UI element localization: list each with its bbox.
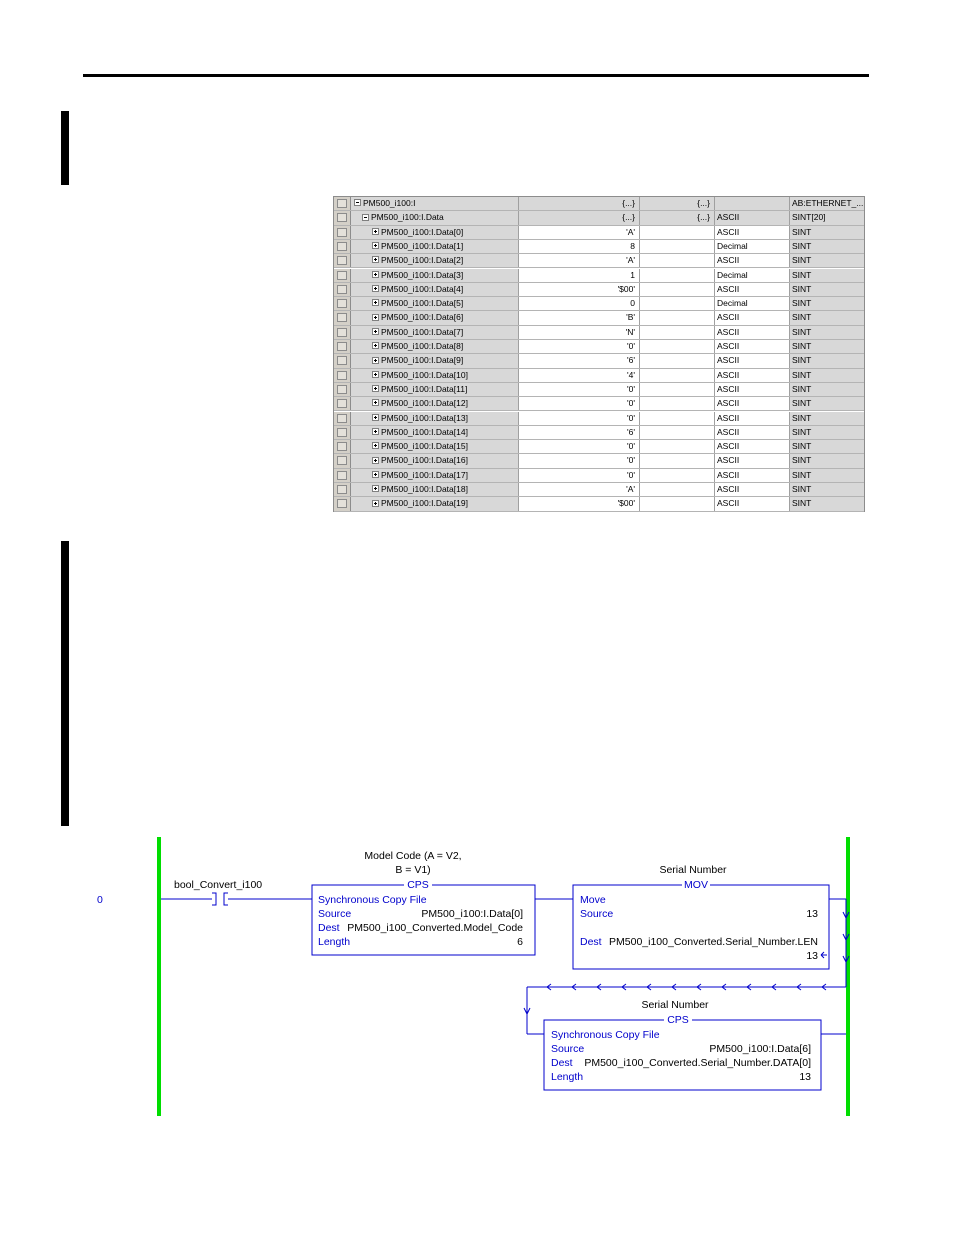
tag-style: ASCII bbox=[715, 397, 790, 410]
tag-data-type: SINT bbox=[790, 297, 864, 310]
cps2-length-value[interactable]: 13 bbox=[799, 1071, 811, 1083]
tag-name-text: PM500_i100:I.Data[14] bbox=[381, 426, 468, 437]
tag-name-text: PM500_i100:I.Data[7] bbox=[381, 326, 464, 337]
tag-data-type: SINT bbox=[790, 354, 864, 367]
tag-style: ASCII bbox=[715, 469, 790, 482]
tag-value[interactable]: '0' bbox=[519, 383, 640, 396]
tag-style: ASCII bbox=[715, 412, 790, 425]
tag-name-text: PM500_i100:I.Data[15] bbox=[381, 441, 468, 452]
tag-value[interactable]: 'A' bbox=[519, 226, 640, 239]
tag-value[interactable]: '0' bbox=[519, 454, 640, 467]
cps2-source-value[interactable]: PM500_i100:I.Data[6] bbox=[709, 1043, 811, 1055]
tag-style: ASCII bbox=[715, 211, 790, 224]
tag-value[interactable]: '0' bbox=[519, 340, 640, 353]
xic-contact[interactable] bbox=[174, 879, 262, 905]
cps2-source-label: Source bbox=[551, 1043, 585, 1055]
tag-data-type: SINT bbox=[790, 311, 864, 324]
mov-dest-value[interactable]: PM500_i100_Converted.Serial_Number.LEN bbox=[609, 936, 818, 948]
tag-value[interactable]: '0' bbox=[519, 440, 640, 453]
tag-name-text: PM500_i100:I.Data[3] bbox=[381, 269, 464, 280]
tag-data-type: SINT bbox=[790, 469, 864, 482]
tag-data-type: SINT bbox=[790, 269, 864, 282]
tag-style: ASCII bbox=[715, 497, 790, 510]
cps1-dest-value[interactable]: PM500_i100_Converted.Model_Code bbox=[347, 922, 523, 934]
cps2-title: Synchronous Copy File bbox=[551, 1029, 660, 1041]
tag-name-text: PM500_i100:I.Data[17] bbox=[381, 469, 468, 480]
tag-style: ASCII bbox=[715, 383, 790, 396]
tag-data-type: AB:ETHERNET_... bbox=[790, 197, 864, 210]
left-power-rail bbox=[157, 837, 161, 1116]
tag-value[interactable]: 'N' bbox=[519, 326, 640, 339]
tag-data-type: SINT bbox=[790, 426, 864, 439]
tag-value[interactable]: '6' bbox=[519, 426, 640, 439]
cps2-comment: Serial Number bbox=[641, 999, 709, 1011]
tag-data-type: SINT bbox=[790, 254, 864, 267]
tag-value[interactable]: '0' bbox=[519, 397, 640, 410]
cps1-source-value[interactable]: PM500_i100:I.Data[0] bbox=[421, 908, 523, 920]
tag-style: ASCII bbox=[715, 226, 790, 239]
tag-force: {...} bbox=[640, 197, 715, 210]
cps2-length-label: Length bbox=[551, 1071, 584, 1083]
tag-name-text: PM500_i100:I.Data[13] bbox=[381, 412, 468, 423]
tag-style: ASCII bbox=[715, 254, 790, 267]
tag-style: ASCII bbox=[715, 483, 790, 496]
tag-style: ASCII bbox=[715, 454, 790, 467]
tag-name-text: PM500_i100:I.Data[5] bbox=[381, 298, 464, 309]
tag-value[interactable]: 0 bbox=[519, 297, 640, 310]
tag-style: ASCII bbox=[715, 426, 790, 439]
tag-data-type: SINT bbox=[790, 497, 864, 510]
tag-style: ASCII bbox=[715, 326, 790, 339]
cps1-dest-label: Dest bbox=[318, 922, 340, 934]
tag-style: ASCII bbox=[715, 369, 790, 382]
tag-data-type: SINT bbox=[790, 483, 864, 496]
tag-data-type: SINT bbox=[790, 340, 864, 353]
mov-dest-label: Dest bbox=[580, 936, 602, 948]
tag-name-text: PM500_i100:I.Data[0] bbox=[381, 226, 464, 237]
tag-data-type: SINT bbox=[790, 383, 864, 396]
tag-name-text: PM500_i100:I.Data[10] bbox=[381, 369, 468, 380]
tag-value[interactable]: 'A' bbox=[519, 254, 640, 267]
tag-style: Decimal bbox=[715, 297, 790, 310]
mov-block[interactable] bbox=[573, 864, 829, 969]
cps1-length-value[interactable]: 6 bbox=[517, 936, 523, 948]
tag-value[interactable]: 8 bbox=[519, 240, 640, 253]
tag-name-text: PM500_i100:I.Data bbox=[371, 212, 444, 223]
tag-value[interactable]: {...} bbox=[519, 197, 640, 210]
tag-name-text: PM500_i100:I.Data[6] bbox=[381, 312, 464, 323]
cps2-mnemonic: CPS bbox=[667, 1014, 689, 1026]
tag-data-type: SINT bbox=[790, 454, 864, 467]
tag-name-text: PM500_i100:I.Data[12] bbox=[381, 398, 468, 409]
tag-style: ASCII bbox=[715, 340, 790, 353]
mov-dest-live-value: 13 bbox=[806, 950, 818, 962]
tag-style: ASCII bbox=[715, 311, 790, 324]
mov-source-value[interactable]: 13 bbox=[806, 908, 818, 920]
tag-name-text: PM500_i100:I.Data[1] bbox=[381, 240, 464, 251]
tag-name-text: PM500_i100:I.Data[2] bbox=[381, 255, 464, 266]
tag-name-text: PM500_i100:I.Data[4] bbox=[381, 283, 464, 294]
rung-number[interactable]: 0 bbox=[97, 894, 103, 906]
tag-name-text: PM500_i100:I.Data[16] bbox=[381, 455, 468, 466]
tag-name-text: PM500_i100:I.Data[11] bbox=[381, 383, 468, 394]
tag-data-type: SINT bbox=[790, 283, 864, 296]
mov-mnemonic: MOV bbox=[684, 879, 708, 891]
cps2-dest-value[interactable]: PM500_i100_Converted.Serial_Number.DATA[0] bbox=[584, 1057, 811, 1069]
tag-name-text: PM500_i100:I.Data[9] bbox=[381, 355, 464, 366]
tag-name-text: PM500_i100:I.Data[18] bbox=[381, 484, 468, 494]
mov-title: Move bbox=[580, 894, 606, 906]
tag-value[interactable]: '0' bbox=[519, 469, 640, 482]
tag-data-type: SINT bbox=[790, 440, 864, 453]
cps-model-code-block[interactable] bbox=[312, 850, 535, 955]
tag-value[interactable]: 'B' bbox=[519, 311, 640, 324]
tag-style: Decimal bbox=[715, 240, 790, 253]
cps1-source-label: Source bbox=[318, 908, 352, 920]
tag-data-type: SINT bbox=[790, 412, 864, 425]
cps1-comment-line2: B = V1) bbox=[395, 864, 431, 876]
tag-data-type: SINT bbox=[790, 326, 864, 339]
tag-value[interactable]: '$00' bbox=[519, 283, 640, 296]
right-power-rail bbox=[846, 837, 850, 1116]
cps-serial-number-block[interactable] bbox=[544, 999, 821, 1090]
tag-data-type: SINT bbox=[790, 397, 864, 410]
mov-comment: Serial Number bbox=[659, 864, 727, 876]
cps1-mnemonic: CPS bbox=[407, 879, 429, 891]
cps1-title: Synchronous Copy File bbox=[318, 894, 427, 906]
tag-name-text: PM500_i100:I bbox=[363, 198, 416, 208]
mov-source-label: Source bbox=[580, 908, 614, 920]
contact-tag[interactable]: bool_Convert_i100 bbox=[174, 879, 263, 891]
tag-style: Decimal bbox=[715, 269, 790, 282]
tag-value[interactable]: 'A' bbox=[519, 483, 640, 496]
tag-value[interactable]: '$00' bbox=[519, 497, 640, 510]
tag-data-type: SINT[20] bbox=[790, 211, 864, 224]
cps1-comment-line1: Model Code (A = V2, bbox=[364, 850, 462, 862]
tag-force: {...} bbox=[640, 211, 715, 224]
tag-style: ASCII bbox=[715, 283, 790, 296]
tag-value[interactable]: '6' bbox=[519, 354, 640, 367]
tag-value[interactable]: {...} bbox=[519, 211, 640, 224]
cps2-dest-label: Dest bbox=[551, 1057, 573, 1069]
tag-style: ASCII bbox=[715, 354, 790, 367]
tag-value[interactable]: '4' bbox=[519, 369, 640, 382]
tag-value[interactable]: '0' bbox=[519, 412, 640, 425]
tag-name-text: PM500_i100:I.Data[19] bbox=[381, 498, 468, 509]
tag-name-text: PM500_i100:I.Data[8] bbox=[381, 341, 464, 351]
tag-value[interactable]: 1 bbox=[519, 269, 640, 282]
cps1-length-label: Length bbox=[318, 936, 351, 948]
tag-data-type: SINT bbox=[790, 240, 864, 253]
tag-data-type: SINT bbox=[790, 369, 864, 382]
tag-style: ASCII bbox=[715, 440, 790, 453]
tag-data-type: SINT bbox=[790, 226, 864, 239]
